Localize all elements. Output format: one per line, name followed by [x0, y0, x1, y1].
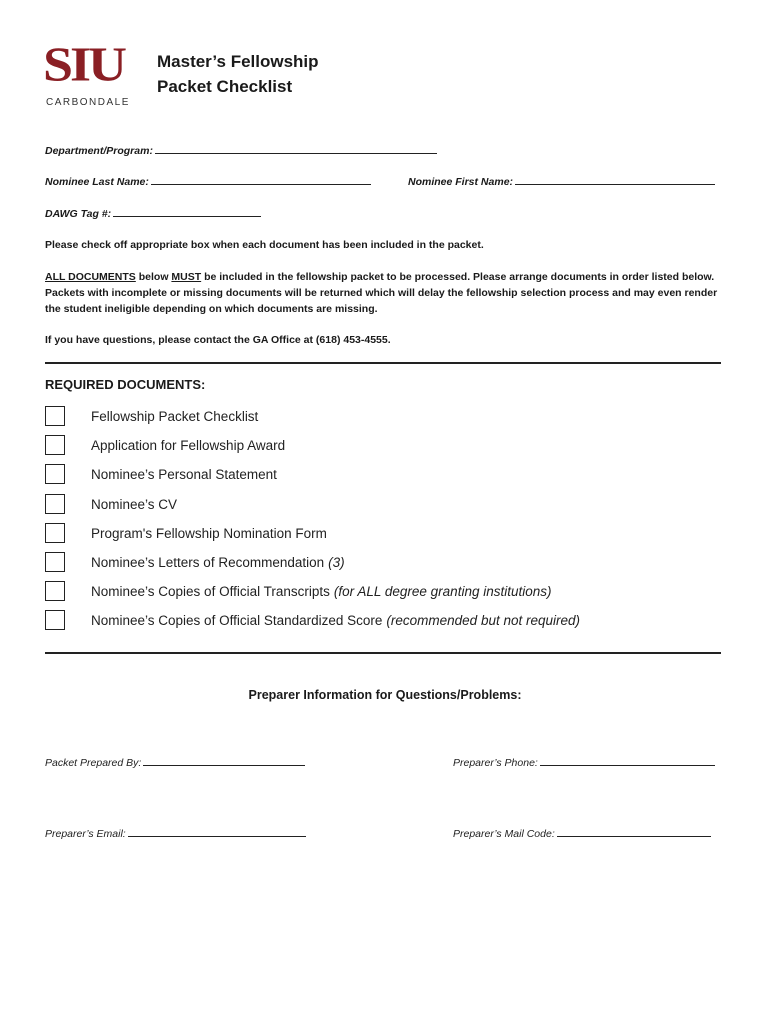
first-name-line[interactable] — [515, 173, 715, 185]
preparer-email-line[interactable] — [128, 825, 306, 837]
department-label: Department/Program: — [45, 145, 153, 157]
title-line-1: Master’s Fellowship — [157, 52, 319, 71]
contact-instruction: If you have questions, please contact the GA Office at (618) 453-4555. — [45, 334, 391, 346]
checkbox[interactable] — [45, 464, 65, 484]
dawg-tag-line[interactable] — [113, 205, 261, 217]
checklist-label: Nominee’s Letters of Recommendation (3) — [91, 554, 345, 570]
title-line-2: Packet Checklist — [157, 77, 293, 96]
page-title — [157, 49, 319, 99]
prepared-by-field[interactable] — [45, 754, 305, 769]
checkbox[interactable] — [45, 523, 65, 543]
check-off-instruction: Please check off appropriate box when each document has been included in the packet. — [45, 239, 484, 251]
checkbox[interactable] — [45, 610, 65, 630]
must-emphasis: MUST — [171, 271, 202, 283]
preparer-email-label: Preparer’s Email: — [45, 828, 126, 840]
divider-bottom — [45, 652, 721, 654]
department-line[interactable] — [155, 142, 437, 154]
checklist-item[interactable] — [45, 433, 289, 457]
divider-top — [45, 362, 721, 364]
checkbox[interactable] — [45, 435, 65, 455]
below-text: below — [135, 271, 172, 283]
checklist-label: Nominee’s CV — [91, 496, 178, 512]
preparer-mail-code-label: Preparer’s Mail Code: — [453, 828, 555, 840]
logo-subtitle: CARBONDALE — [46, 97, 130, 108]
checkbox[interactable] — [45, 406, 65, 426]
department-field[interactable] — [45, 142, 437, 157]
checklist-label: Application for Fellowship Award — [91, 437, 286, 453]
checkbox[interactable] — [45, 552, 65, 572]
preparer-phone-field[interactable] — [453, 754, 715, 769]
checklist-item[interactable] — [45, 492, 181, 516]
preparer-heading: Preparer Information for Questions/Problems: — [248, 688, 522, 702]
preparer-email-field[interactable] — [45, 825, 306, 840]
all-documents-instruction — [45, 269, 730, 317]
checklist-item[interactable] — [45, 462, 281, 486]
all-documents-emphasis: ALL DOCUMENTS — [45, 271, 136, 283]
siu-logo: SIU — [43, 37, 125, 92]
checkbox[interactable] — [45, 494, 65, 514]
checklist-item[interactable] — [45, 521, 331, 545]
checklist-label: Nominee’s Personal Statement — [91, 466, 277, 482]
preparer-mail-code-line[interactable] — [557, 825, 711, 837]
preparer-mail-code-field[interactable] — [453, 825, 711, 840]
checkbox[interactable] — [45, 581, 65, 601]
dawg-tag-label: DAWG Tag #: — [45, 208, 112, 220]
checklist-label: Nominee’s Copies of Official Transcripts (for ALL degree granting institutions) — [91, 583, 552, 599]
first-name-label: Nominee First Name: — [408, 176, 514, 188]
instruction-rest: be included in the fellowship packet to be processed. Please arrange documents in order listed below. Packets with incomplete or missing documents will be returned which will delay the fellowship selection process and may even render the student ineligible depending on which documents are missing. — [45, 271, 718, 315]
first-name-field[interactable] — [408, 173, 715, 188]
checklist-item[interactable] — [45, 550, 345, 574]
checklist-item[interactable] — [45, 579, 552, 603]
dawg-tag-field[interactable] — [45, 205, 261, 220]
last-name-label: Nominee Last Name: — [45, 176, 149, 188]
checklist-item[interactable] — [45, 608, 580, 632]
preparer-phone-line[interactable] — [540, 754, 715, 766]
checklist-label: Nominee’s Copies of Official Standardized Score (recommended but not required) — [91, 612, 581, 628]
checklist-label: Fellowship Packet Checklist — [91, 408, 259, 424]
prepared-by-line[interactable] — [143, 754, 305, 766]
last-name-line[interactable] — [151, 173, 371, 185]
checklist-label: Program's Fellowship Nomination Form — [91, 525, 327, 541]
checklist-item[interactable] — [45, 404, 262, 428]
last-name-field[interactable] — [45, 173, 371, 188]
preparer-phone-label: Preparer’s Phone: — [453, 757, 538, 769]
required-heading: REQUIRED DOCUMENTS: — [45, 377, 206, 392]
prepared-by-label: Packet Prepared By: — [45, 757, 142, 769]
